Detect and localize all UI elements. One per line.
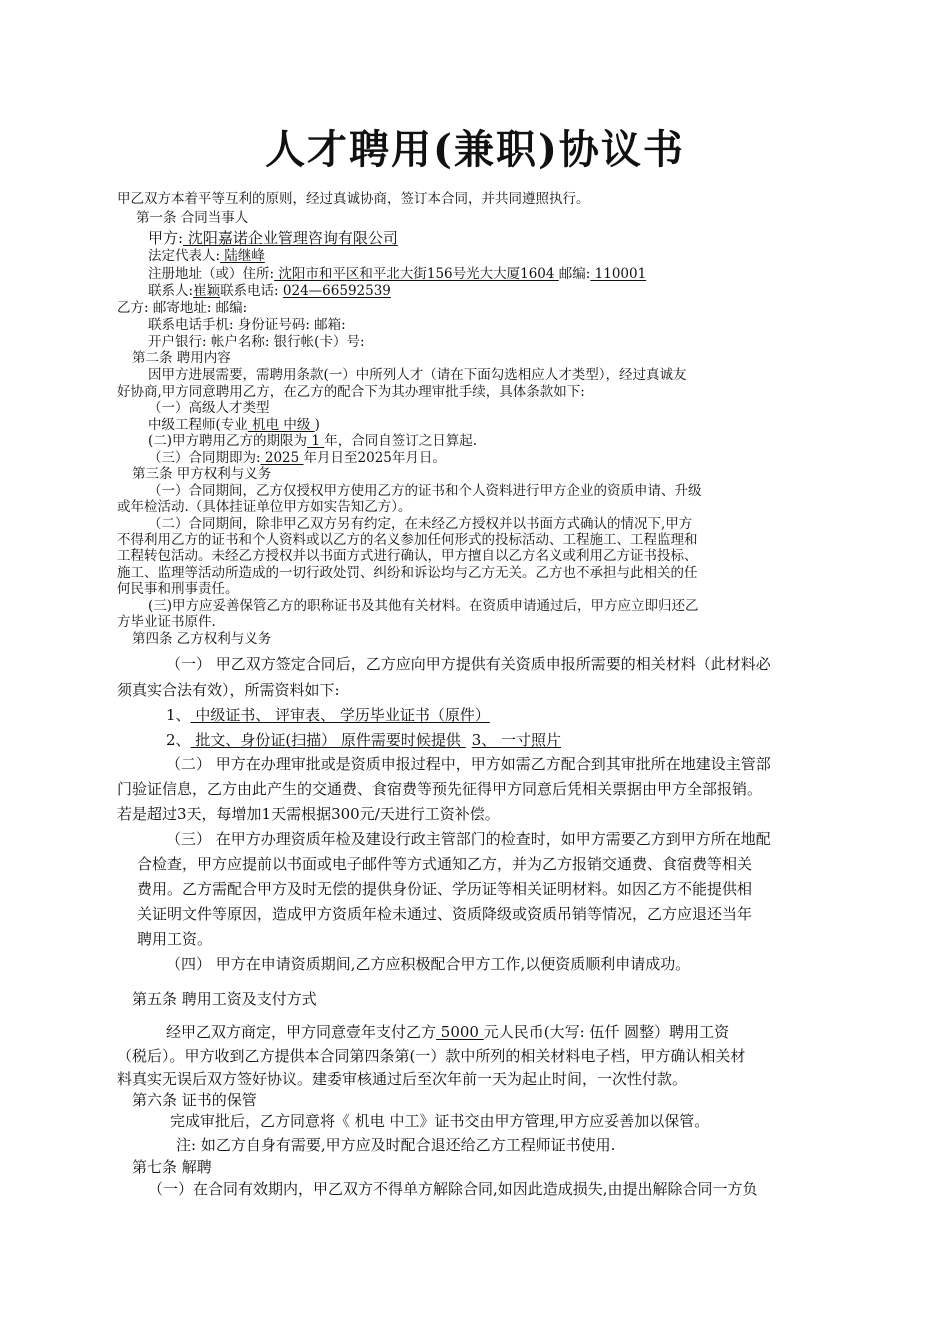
postcode-value: 110001 [590,266,647,282]
art5-p1b: （税后）。甲方收到乙方提供本合同第四条第(一）款中所列的相关材料电子档，甲方确认相关材 [117,1047,746,1065]
contact-line [148,283,391,299]
art2-category: （一）高级人才类型 [148,400,270,416]
intro: 甲乙双方本着平等互利的原则，经过真诚协商，签订本合同，并共同遵照执行。 [117,191,590,207]
art3-p2a: （二）合同期间，除非甲乙双方另有约定，在未经乙方授权并以书面方式确认的情况下,甲方 [148,516,693,532]
art4-p3b: 合检查，甲方应提前以书面或电子邮件等方式通知乙方，并为乙方报销交通费、食宿费等相关 [137,855,753,873]
art2-p1a: 因甲方进展需要，需聘用条款(一）中所列人才（请在下面勾选相应人才类型），经过真诚友 [148,367,687,383]
period-prefix: （三）合同期即为: [148,450,261,466]
party-b-contact: 联系电话手机: 身份证号码: 邮箱: [148,317,346,333]
art5-p1a [166,1023,729,1041]
item2-text: 批文、身份证(扫描） 原件需要时候提供 [190,731,466,749]
term-suffix: 年，合同自签订之日算起. [324,433,478,449]
engineer-prefix: 中级工程师(专业 [148,417,248,433]
period-suffix: 年月日至2025年月日。 [303,450,446,466]
art5-p1-suffix: 元人民币(大写: 伍仟 圆整）聘用工资 [483,1023,730,1041]
contact-name: 崔颖 [193,283,221,299]
art5-p1-prefix: 经甲乙双方商定，甲方同意壹年支付乙方 [166,1023,437,1041]
art4-p1b: 须真实合法有效），所需资料如下: [117,681,340,699]
party-a-name: 沈阳嘉诺企业管理咨询有限公司 [183,229,398,247]
art5-heading: 第五条 聘用工资及支付方式 [132,990,317,1008]
art2-p1b: 好协商,甲方同意聘用乙方，在乙方的配合下为其办理审批手续，具体条款如下: [117,384,585,400]
art4-p2b: 门验证信息，乙方由此产生的交通费、食宿费等预先征得甲方同意后凭相关票据由甲方全部报销。 [117,780,763,798]
phone-label: 联系电话: [220,283,283,299]
art4-p4: （四） 甲方在申请资质期间,乙方应积极配合甲方工作,以便资质顺利申请成功。 [166,955,691,973]
address-value: 沈阳市和平区和平北大街156号光大大厦1604 [274,266,559,282]
engineer-suffix: ) [314,417,320,433]
art3-p2c: 工程转包活动。未经乙方授权并以书面方式进行确认，甲方擅自以乙方名义或利用乙方证书投标、 [117,548,698,564]
postcode-label: 邮编: [558,266,591,282]
term-prefix: (二)甲方聘用乙方的期限为 [148,433,308,449]
address-label: 注册地址（或）住所: [148,266,275,282]
period-year: 2025 [260,450,304,466]
art4-p3c: 费用。乙方需配合甲方及时无偿的提供身份证、学历证等相关证明材料。如因乙方不能提供相 [137,880,753,898]
art4-p2a: （二） 甲方在办理审批或是资质申报过程中，甲方如需乙方配合到其审批所在地建设主管部 [166,755,771,773]
item1-text: 中级证书、 评审表、 学历毕业证书（原件） [190,706,490,724]
art6-p1: 完成审批后，乙方同意将《 机电 中工》证书交由甲方管理,甲方应妥善加以保管。 [170,1112,710,1130]
art3-p3a: (三)甲方应妥善保管乙方的职称证书及其他有关材料。在资质申请通过后，甲方应立即归还乙 [148,598,699,614]
art5-p1c: 料真实无误后双方签好协议。建委审核通过后至次年前一天为起止时间，一次性付款。 [117,1070,688,1088]
document-title: 人才聘用(兼职)协议书 [265,126,685,173]
art3-heading: 第三条 甲方权利与义务 [132,466,272,482]
address-line [148,266,646,282]
art6-heading: 第六条 证书的保管 [132,1091,257,1109]
art4-p2c: 若是超过3天，每增加1天需根据300元/天进行工资补偿。 [117,805,500,823]
art3-p2d: 施工、监理等活动所造成的一切行政处罚、纠纷和诉讼均与乙方无关。乙方也不承担与此相关的任 [117,565,698,581]
party-a-label: 甲方: [148,229,184,247]
material-item-1 [166,706,490,724]
legal-rep-name: 陆继峰 [220,248,265,264]
item1-num: 1、 [166,706,191,724]
engineer-major: 机电 中级 [247,417,315,433]
engineer-line [148,417,320,433]
art7-p1: （一）在合同有效期内，甲乙双方不得单方解除合同,如因此造成损失,由提出解除合同一方负 [148,1180,758,1198]
contact-label: 联系人: [148,283,194,299]
party-b-bank: 开户银行: 帐户名称: 银行帐(卡）号: [148,334,365,350]
art7-heading: 第七条 解聘 [132,1158,212,1176]
period-line [148,450,446,466]
salary-amount: 5000 [436,1023,484,1041]
art6-note: 注: 如乙方自身有需要,甲方应及时配合退还给乙方工程师证书使用. [176,1136,616,1154]
art4-heading: 第四条 乙方权利与义务 [132,631,272,647]
legal-rep-label: 法定代表人: [148,248,221,264]
art4-p3d: 关证明文件等原因，造成甲方资质年检未通过、资质降级或资质吊销等情况，乙方应退还当年 [137,905,753,923]
item3-text: 3、 一寸照片 [471,731,562,749]
term-line [148,433,477,449]
item2-num: 2、 [166,731,191,749]
art4-p3a: （三） 在甲方办理资质年检及建设行政主管部门的检查时，如甲方需要乙方到甲方所在地配 [166,830,771,848]
party-b-line: 乙方: 邮寄地址: 邮编: [117,300,248,316]
art4-p1a: （一） 甲乙双方签定合同后，乙方应向甲方提供有关资质申报所需要的相关材料（此材料必 [166,655,771,673]
art3-p2b: 不得利用乙方的证书和个人资料或以乙方的名义参加任何形式的投标活动、工程施工、工程监理和 [117,532,698,548]
art3-p2e: 何民事和刑事责任。 [117,581,239,597]
art3-p1a: （一）合同期间，乙方仅授权甲方使用乙方的证书和个人资料进行甲方企业的资质申请、升级 [148,483,702,499]
art2-heading: 第二条 聘用内容 [132,350,231,366]
phone-value: 024—66592539 [282,283,391,299]
term-value: 1 [307,433,325,449]
art3-p3b: 方毕业证书原件. [117,614,216,630]
art3-p1b: 或年检活动.（具体挂证单位甲方如实告知乙方）。 [117,499,412,515]
party-a-line [148,229,398,247]
art1-heading: 第一条 合同当事人 [136,210,249,226]
art4-p3e: 聘用工资。 [137,930,213,948]
legal-rep-line [148,248,265,264]
material-item-2 [166,731,561,749]
